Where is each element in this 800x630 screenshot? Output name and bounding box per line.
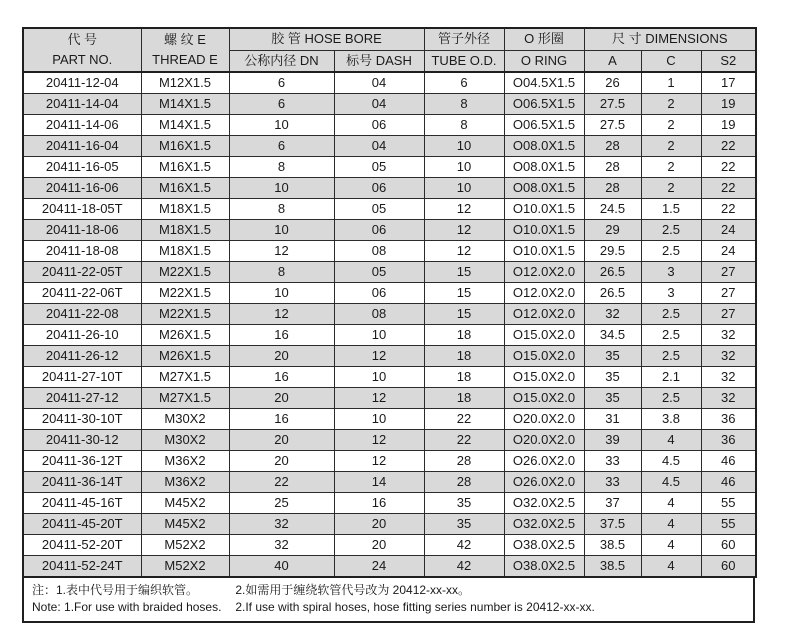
table-cell: 24 (701, 220, 756, 241)
table-cell: M22X1.5 (141, 283, 229, 304)
table-cell: 20 (334, 514, 424, 535)
table-cell: 36 (701, 430, 756, 451)
table-cell: 20411-18-05T (23, 199, 141, 220)
table-cell: 20411-26-10 (23, 325, 141, 346)
table-cell: 18 (424, 388, 504, 409)
col-header-part-no-zh: 代 号 (67, 32, 98, 47)
table-cell: 42 (424, 556, 504, 578)
table-cell: O12.0X2.0 (504, 283, 584, 304)
table-cell: 19 (701, 94, 756, 115)
table-cell: O38.0X2.5 (504, 535, 584, 556)
table-cell: 27 (701, 262, 756, 283)
table-row (23, 493, 756, 514)
col-header-c: C (641, 50, 701, 72)
table-cell: 06 (334, 220, 424, 241)
table-cell: 35 (584, 346, 641, 367)
col-header-thread (141, 28, 229, 72)
table-cell: 20411-16-04 (23, 136, 141, 157)
table-cell: 38.5 (584, 556, 641, 578)
table-cell: 4 (641, 430, 701, 451)
table-cell: 33 (584, 472, 641, 493)
table-cell: 20411-16-06 (23, 178, 141, 199)
table-cell: 06 (334, 115, 424, 136)
table-cell: 55 (701, 493, 756, 514)
hose-fitting-spec-table (22, 27, 757, 578)
table-cell: 20411-30-10T (23, 409, 141, 430)
table-cell: 32 (584, 304, 641, 325)
table-body (23, 72, 756, 577)
table-row (23, 535, 756, 556)
table-cell: 60 (701, 556, 756, 578)
table-cell: 4.5 (641, 451, 701, 472)
table-cell: 16 (229, 409, 334, 430)
table-cell: 10 (229, 220, 334, 241)
table-cell: 06 (334, 178, 424, 199)
table-cell: 20411-27-12 (23, 388, 141, 409)
table-cell: 27.5 (584, 94, 641, 115)
table-cell: O08.0X1.5 (504, 136, 584, 157)
table-cell: 18 (424, 367, 504, 388)
table-row (23, 325, 756, 346)
table-row (23, 94, 756, 115)
table-cell: 17 (701, 72, 756, 94)
table-cell: 40 (229, 556, 334, 578)
table-cell: O32.0X2.5 (504, 514, 584, 535)
table-cell: O20.0X2.0 (504, 430, 584, 451)
table-cell: O26.0X2.0 (504, 451, 584, 472)
table-row (23, 262, 756, 283)
table-cell: 12 (334, 451, 424, 472)
table-cell: 2.5 (641, 388, 701, 409)
table-cell: 24 (334, 556, 424, 578)
table-cell: 10 (334, 325, 424, 346)
table-cell: 20411-36-12T (23, 451, 141, 472)
table-row (23, 199, 756, 220)
table-cell: O10.0X1.5 (504, 199, 584, 220)
table-cell: M26X1.5 (141, 325, 229, 346)
note-en-1: Note: 1.For use with braided hoses. (32, 600, 222, 614)
table-cell: 20411-14-06 (23, 115, 141, 136)
table-row (23, 472, 756, 493)
notes-box (22, 578, 755, 623)
table-cell: 20411-22-05T (23, 262, 141, 283)
table-cell: O15.0X2.0 (504, 388, 584, 409)
table-cell: 28 (584, 136, 641, 157)
table-cell: 27.5 (584, 115, 641, 136)
table-cell: 20411-22-08 (23, 304, 141, 325)
table-cell: 18 (424, 346, 504, 367)
table-row (23, 283, 756, 304)
table-cell: 05 (334, 199, 424, 220)
table-row (23, 157, 756, 178)
table-cell: 12 (229, 241, 334, 262)
table-cell: 37 (584, 493, 641, 514)
table-cell: O12.0X2.0 (504, 304, 584, 325)
table-cell: 05 (334, 157, 424, 178)
table-cell: 35 (584, 367, 641, 388)
table-cell: M45X2 (141, 493, 229, 514)
table-cell: 10 (229, 115, 334, 136)
table-row (23, 451, 756, 472)
table-cell: O04.5X1.5 (504, 72, 584, 94)
table-cell: 10 (334, 409, 424, 430)
table-cell: M30X2 (141, 409, 229, 430)
table-cell: 8 (229, 157, 334, 178)
table-cell: 32 (701, 325, 756, 346)
table-cell: 2.1 (641, 367, 701, 388)
table-cell: 05 (334, 262, 424, 283)
table-cell: 16 (229, 367, 334, 388)
table-cell: M22X1.5 (141, 262, 229, 283)
table-cell: 2 (641, 94, 701, 115)
table-cell: 35 (424, 514, 504, 535)
table-cell: M36X2 (141, 451, 229, 472)
col-header-thread-zh: 螺 纹 E (164, 32, 206, 47)
table-cell: 10 (424, 136, 504, 157)
table-cell: 10 (229, 283, 334, 304)
table-row (23, 220, 756, 241)
table-cell: M36X2 (141, 472, 229, 493)
table-cell: 3 (641, 262, 701, 283)
table-cell: 19 (701, 115, 756, 136)
table-cell: 15 (424, 283, 504, 304)
table-cell: 22 (701, 199, 756, 220)
table-cell: M52X2 (141, 556, 229, 578)
col-group-dimensions: 尺 寸 DIMENSIONS (584, 28, 756, 50)
table-cell: 26.5 (584, 283, 641, 304)
table-cell: O10.0X1.5 (504, 220, 584, 241)
table-cell: O12.0X2.0 (504, 262, 584, 283)
table-cell: 4 (641, 514, 701, 535)
table-cell: 55 (701, 514, 756, 535)
table-cell: 2.5 (641, 325, 701, 346)
table-cell: 32 (229, 535, 334, 556)
table-cell: 2.5 (641, 346, 701, 367)
table-cell: 38.5 (584, 535, 641, 556)
table-cell: 4.5 (641, 472, 701, 493)
table-cell: 32 (701, 388, 756, 409)
table-cell: 16 (334, 493, 424, 514)
table-row (23, 178, 756, 199)
col-header-o-ring-en: O RING (504, 50, 584, 72)
table-cell: 18 (424, 325, 504, 346)
table-row (23, 304, 756, 325)
table-cell: O08.0X1.5 (504, 157, 584, 178)
table-cell: 20411-30-12 (23, 430, 141, 451)
table-cell: 28 (424, 451, 504, 472)
table-cell: M16X1.5 (141, 136, 229, 157)
table-cell: 10 (424, 178, 504, 199)
table-row (23, 556, 756, 578)
table-cell: 22 (424, 409, 504, 430)
table-cell: 42 (424, 535, 504, 556)
col-header-s2: S2 (701, 50, 756, 72)
table-cell: 25 (229, 493, 334, 514)
table-cell: 28 (584, 178, 641, 199)
table-cell: 15 (424, 304, 504, 325)
table-cell: 10 (229, 178, 334, 199)
table-cell: 24.5 (584, 199, 641, 220)
table-cell: O15.0X2.0 (504, 367, 584, 388)
note-zh-2: 2.如需用于缠绕软管代号改为 20412-xx-xx。 (235, 583, 471, 597)
table-cell: 20 (229, 388, 334, 409)
table-cell: 46 (701, 451, 756, 472)
table-cell: 2 (641, 115, 701, 136)
note-en-2: 2.If use with spiral hoses, hose fitting series number is 20412-xx-xx. (235, 600, 595, 614)
table-cell: 22 (229, 472, 334, 493)
col-header-dash: 标号 DASH (334, 50, 424, 72)
table-cell: O32.0X2.5 (504, 493, 584, 514)
table-cell: O10.0X1.5 (504, 241, 584, 262)
table-cell: 46 (701, 472, 756, 493)
table-cell: 20411-27-10T (23, 367, 141, 388)
table-cell: O38.0X2.5 (504, 556, 584, 578)
table-header (23, 28, 756, 72)
table-cell: O20.0X2.0 (504, 409, 584, 430)
table-cell: 36 (701, 409, 756, 430)
table-cell: M30X2 (141, 430, 229, 451)
table-cell: 2 (641, 178, 701, 199)
table-cell: 22 (701, 178, 756, 199)
note-zh-1: 注：1.表中代号用于编织软管。 (32, 583, 199, 597)
table-cell: 8 (424, 115, 504, 136)
table-cell: M27X1.5 (141, 367, 229, 388)
table-cell: M27X1.5 (141, 388, 229, 409)
table-row (23, 514, 756, 535)
table-cell: M18X1.5 (141, 199, 229, 220)
table-row (23, 388, 756, 409)
table-cell: M18X1.5 (141, 241, 229, 262)
table-cell: 1.5 (641, 199, 701, 220)
table-cell: 8 (424, 94, 504, 115)
table-cell: 6 (229, 94, 334, 115)
table-cell: 29.5 (584, 241, 641, 262)
col-header-a: A (584, 50, 641, 72)
table-cell: 27 (701, 283, 756, 304)
table-cell: 04 (334, 72, 424, 94)
table-cell: 12 (424, 241, 504, 262)
table-cell: 2.5 (641, 220, 701, 241)
table-row (23, 430, 756, 451)
table-cell: 15 (424, 262, 504, 283)
table-cell: 20411-52-20T (23, 535, 141, 556)
table-cell: M26X1.5 (141, 346, 229, 367)
table-row (23, 115, 756, 136)
col-header-part-no-en: PART NO. (52, 52, 113, 67)
table-cell: 26.5 (584, 262, 641, 283)
table-cell: 12 (424, 199, 504, 220)
col-header-tube-od-zh: 管子外径 (424, 28, 504, 50)
table-cell: 4 (641, 535, 701, 556)
table-cell: 20411-52-24T (23, 556, 141, 578)
table-cell: 20411-36-14T (23, 472, 141, 493)
table-cell: 12 (229, 304, 334, 325)
table-cell: 14 (334, 472, 424, 493)
table-cell: 12 (334, 430, 424, 451)
table-cell: 39 (584, 430, 641, 451)
col-header-part-no (23, 28, 141, 72)
table-cell: 24 (701, 241, 756, 262)
table-cell: 32 (229, 514, 334, 535)
table-cell: O15.0X2.0 (504, 346, 584, 367)
table-cell: O06.5X1.5 (504, 115, 584, 136)
note-line-zh (32, 582, 745, 599)
table-cell: 20411-16-05 (23, 157, 141, 178)
table-cell: 20411-45-16T (23, 493, 141, 514)
table-cell: 8 (229, 262, 334, 283)
table-cell: 22 (701, 157, 756, 178)
col-header-tube-od-en: TUBE O.D. (424, 50, 504, 72)
table-row (23, 241, 756, 262)
table-cell: 3 (641, 283, 701, 304)
table-row (23, 72, 756, 94)
table-cell: 20411-18-06 (23, 220, 141, 241)
table-cell: 31 (584, 409, 641, 430)
table-cell: 06 (334, 283, 424, 304)
table-cell: 22 (701, 136, 756, 157)
table-cell: 37.5 (584, 514, 641, 535)
table-cell: 32 (701, 346, 756, 367)
table-cell: 20411-12-04 (23, 72, 141, 94)
table-cell: 4 (641, 556, 701, 578)
table-row (23, 367, 756, 388)
table-cell: 29 (584, 220, 641, 241)
table-cell: 20 (229, 430, 334, 451)
table-cell: M14X1.5 (141, 115, 229, 136)
table-cell: 16 (229, 325, 334, 346)
table-cell: 6 (424, 72, 504, 94)
table-cell: 08 (334, 304, 424, 325)
table-cell: 10 (334, 367, 424, 388)
table-cell: 12 (334, 346, 424, 367)
table-cell: 10 (424, 157, 504, 178)
table-cell: 20411-14-04 (23, 94, 141, 115)
table-cell: 1 (641, 72, 701, 94)
col-group-hose-bore: 胶 管 HOSE BORE (229, 28, 424, 50)
table-cell: M18X1.5 (141, 220, 229, 241)
table-cell: M12X1.5 (141, 72, 229, 94)
table-cell: 35 (584, 388, 641, 409)
table-cell: 2 (641, 136, 701, 157)
table-cell: 35 (424, 493, 504, 514)
table-cell: M16X1.5 (141, 157, 229, 178)
table-cell: 32 (701, 367, 756, 388)
table-cell: 3.8 (641, 409, 701, 430)
table-cell: 34.5 (584, 325, 641, 346)
col-header-thread-en: THREAD E (152, 52, 218, 67)
table-cell: 04 (334, 136, 424, 157)
table-cell: M14X1.5 (141, 94, 229, 115)
table-cell: 20 (229, 346, 334, 367)
table-cell: O26.0X2.0 (504, 472, 584, 493)
header-row-1 (23, 28, 756, 50)
table-cell: 27 (701, 304, 756, 325)
col-header-dn: 公称内径 DN (229, 50, 334, 72)
table-cell: 6 (229, 72, 334, 94)
table-row (23, 346, 756, 367)
table-row (23, 136, 756, 157)
table-cell: 26 (584, 72, 641, 94)
table-cell: 08 (334, 241, 424, 262)
table-cell: 20411-22-06T (23, 283, 141, 304)
table-cell: 28 (584, 157, 641, 178)
table-cell: 20 (229, 451, 334, 472)
table-cell: 12 (334, 388, 424, 409)
note-line-en (32, 599, 745, 616)
table-cell: 20411-26-12 (23, 346, 141, 367)
table-cell: O06.5X1.5 (504, 94, 584, 115)
table-cell: 8 (229, 199, 334, 220)
table-cell: M45X2 (141, 514, 229, 535)
table-cell: 20 (334, 535, 424, 556)
table-cell: M52X2 (141, 535, 229, 556)
table-cell: 6 (229, 136, 334, 157)
table-cell: 60 (701, 535, 756, 556)
table-cell: 33 (584, 451, 641, 472)
table-cell: 2 (641, 157, 701, 178)
table-cell: 12 (424, 220, 504, 241)
catalog-page (22, 27, 755, 623)
table-cell: 2.5 (641, 304, 701, 325)
col-header-o-ring-zh: O 形圈 (504, 28, 584, 50)
table-cell: M22X1.5 (141, 304, 229, 325)
table-cell: 2.5 (641, 241, 701, 262)
table-cell: O15.0X2.0 (504, 325, 584, 346)
table-cell: 20411-45-20T (23, 514, 141, 535)
table-cell: M16X1.5 (141, 178, 229, 199)
table-cell: 20411-18-08 (23, 241, 141, 262)
table-cell: O08.0X1.5 (504, 178, 584, 199)
table-cell: 22 (424, 430, 504, 451)
table-row (23, 409, 756, 430)
table-cell: 28 (424, 472, 504, 493)
table-cell: 4 (641, 493, 701, 514)
table-cell: 04 (334, 94, 424, 115)
